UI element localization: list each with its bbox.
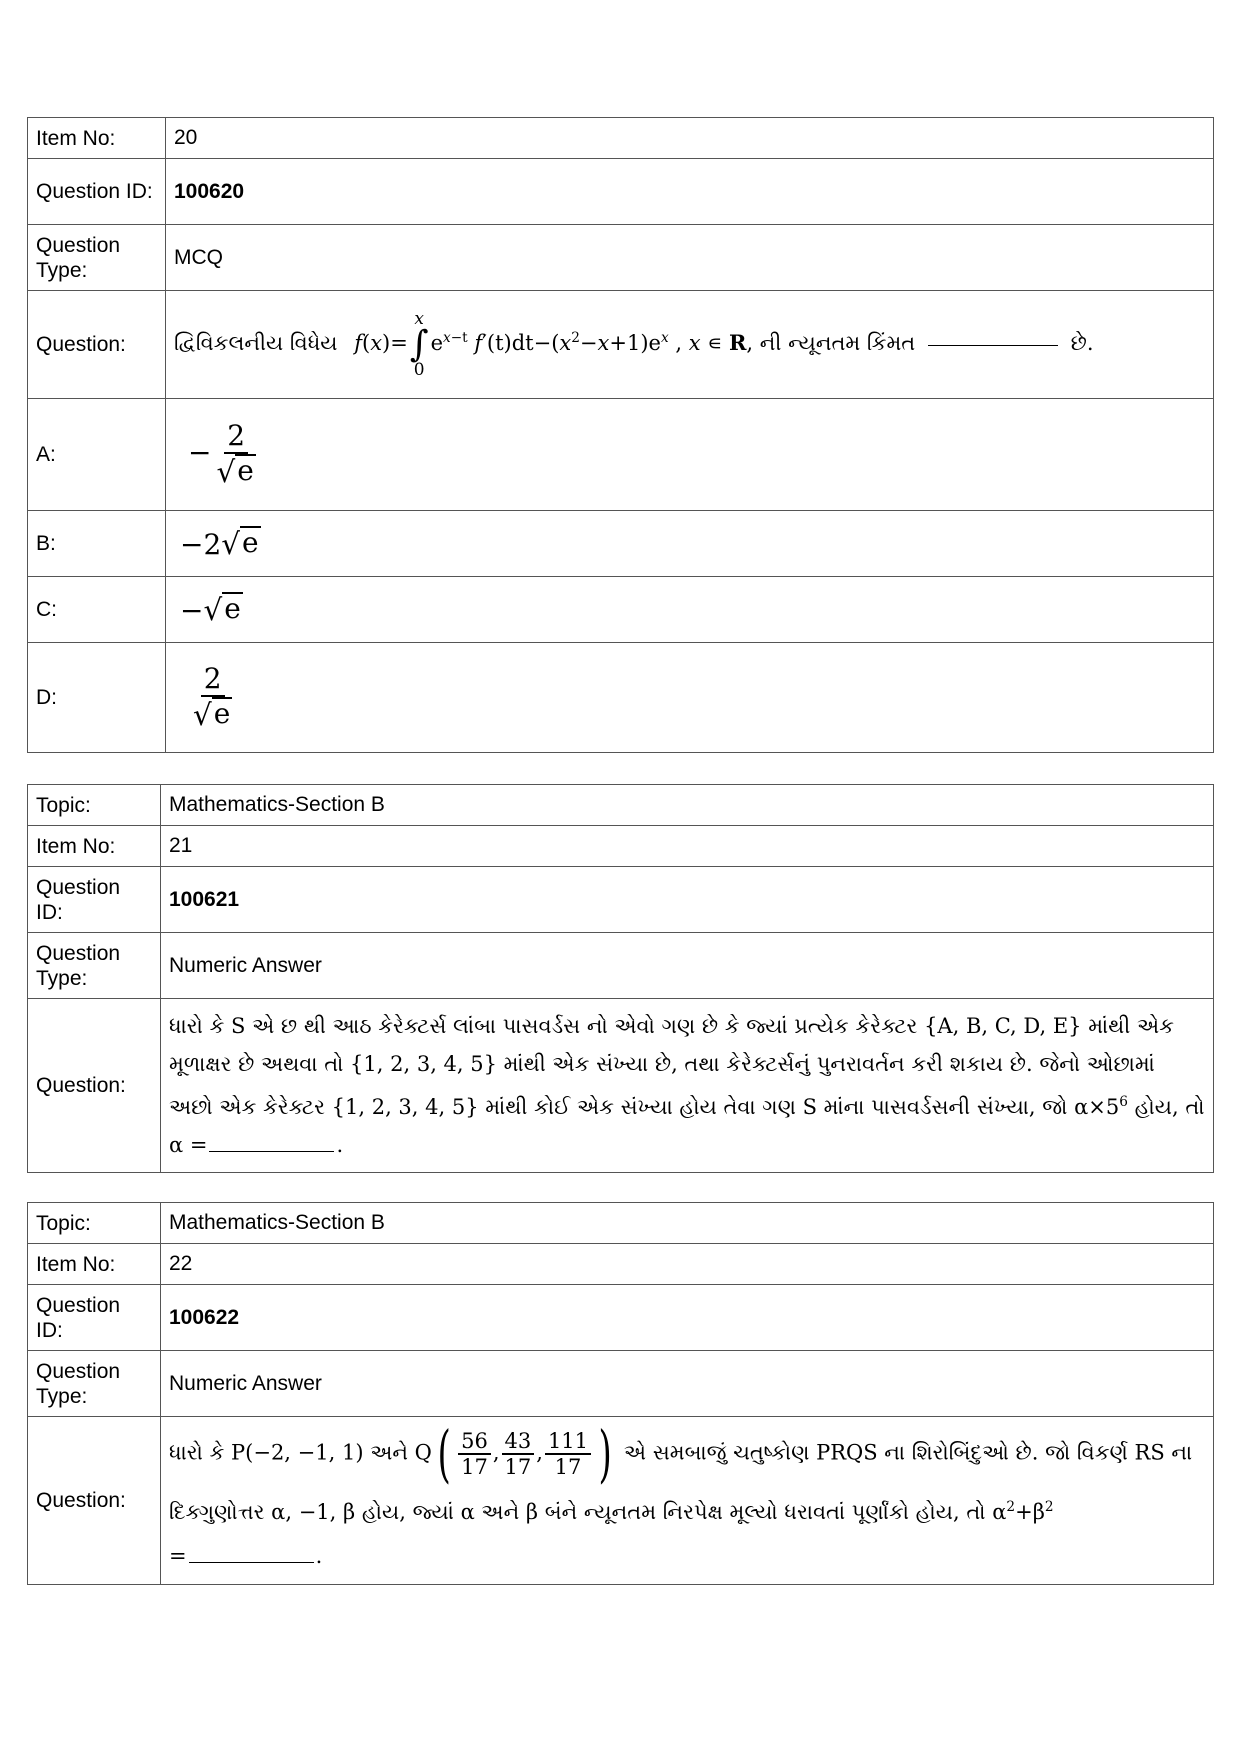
option-a-value: − 2 √ e — [166, 399, 1214, 511]
question-text-1: ધારો કે S એ છ થી આઠ કેરેક્ટર્સ લાંબા પાસવર્ડસ નો એવો ગણ છે કે જ્યાં પ્રત્યેક કેરેક્ટર {A, B, C, D, E} માંથી એક મૂળાક્ષર છે અથવા તો {1, 2, 3, 4, 5} માંથી એક સંખ્યા છે, તથા કેરેક્ટર્સનું પુનરાવર્તન કરી શકાય છે. જેનો ઓછામાં અછો એક કેરેક્ટર {1, 2, 3, 4, 5} માંથી કોઈ એક સંખ્યા હોય તેવા ગણ S માંના પાસવર્ડસની સંખ્યા, જો — [169, 1014, 1174, 1119]
question-text: ધારો કે P(−2, −1, 1) અને Q( $\frac{56}{17}$ , $\frac{43}{17}$ , $\frac{111}{17}$ ) એ સમબાજું ચતુષ્કોણ PRQS ના શિરોબિંદુઓ છે. જો વિકર્ણ RS ના દિક્ગુણોત્તર α, −1, β હોય, જ્યાં α અને β બંને ન્યૂનતમ નિરપેક્ષ મૂલ્યો ધરાવતાં પૂર્ણાંકો હોય, તો $\alpha^2+\beta^2$ = . — [161, 1417, 1214, 1585]
option-d-num: 2 — [201, 663, 225, 697]
option-b-root: e — [242, 526, 259, 560]
option-a-num: 2 — [224, 420, 248, 454]
item-no-label: Item No: — [28, 826, 161, 867]
question-type-value: Numeric Answer — [161, 933, 1214, 999]
question-text-1: ધારો કે P(−2, −1, 1) અને Q — [169, 1440, 432, 1465]
option-d-value: 2 √ e — [166, 643, 1214, 753]
option-c-coef: − — [180, 593, 204, 627]
question-label: Question: — [28, 291, 166, 399]
question-id-label: Question ID: — [28, 1285, 161, 1351]
question-type-label: Question Type: — [28, 225, 166, 291]
option-b-label: B: — [28, 511, 166, 577]
question-text-2: એ સમબાજું ચતુષ્કોણ PRQS ના શિરોબિંદુઓ છે. જો વિકર્ણ RS ના દિક્ગુણોત્તર α, −1, β હોય, જ્યાં α અને β બંને ન્યૂનતમ નિરપેક્ષ મૂલ્યો ધરાવતાં પૂર્ણાંકો હોય, તો — [169, 1440, 1193, 1524]
question-id-value: 100621 — [161, 867, 1214, 933]
answer-blank — [928, 344, 1058, 346]
option-c-value: − √ e — [166, 577, 1214, 643]
option-a-sign: − — [188, 435, 212, 469]
question-type-value: Numeric Answer — [161, 1351, 1214, 1417]
integral-symbol: x ∫ 0 — [409, 308, 429, 380]
fraction-y: $\frac{43}{17}$ — [502, 1429, 535, 1479]
option-b-coef: −2 — [180, 527, 222, 561]
question-id-value: 100620 — [166, 159, 1214, 225]
topic-value: Mathematics-Section B — [161, 1203, 1214, 1244]
question-text-2: હોય, તો — [1134, 1095, 1205, 1119]
item-no-label: Item No: — [28, 1244, 161, 1285]
item-no-label: Item No: — [28, 118, 166, 159]
question-text: ધારો કે S એ છ થી આઠ કેરેક્ટર્સ લાંબા પાસવર્ડસ નો એવો ગણ છે કે જ્યાં પ્રત્યેક કેરેક્ટર {A, B, C, D, E} માંથી એક મૂળાક્ષર છે અથવા તો {1, 2, 3, 4, 5} માંથી એક સંખ્યા છે, તથા કેરેક્ટર્સનું પુનરાવર્તન કરી શકાય છે. જેનો ઓછામાં અછો એક કેરેક્ટર {1, 2, 3, 4, 5} માંથી કોઈ એક સંખ્યા હોય તેવા ગણ S માંના પાસવર્ડસની સંખ્યા, જો $\alpha\times 5^6$ હોય, તો α = . — [161, 999, 1214, 1173]
option-c-label: C: — [28, 577, 166, 643]
question-id-label: Question ID: — [28, 159, 166, 225]
topic-value: Mathematics-Section B — [161, 785, 1214, 826]
question-label: Question: — [28, 1417, 161, 1585]
option-a-den: e — [237, 454, 254, 488]
question-22-table — [27, 1202, 1214, 1585]
topic-label: Topic: — [28, 1203, 161, 1244]
option-a-label: A: — [28, 399, 166, 511]
question-type-label: Question Type: — [28, 933, 161, 999]
item-no-value: 20 — [166, 118, 1214, 159]
answer-blank — [189, 1561, 314, 1563]
question-prefix: દ્વિવિકલનીય વિધેય — [174, 331, 338, 355]
option-d-label: D: — [28, 643, 166, 753]
fraction-z: $\frac{111}{17}$ — [545, 1429, 591, 1479]
question-type-value: MCQ — [166, 225, 1214, 291]
topic-label: Topic: — [28, 785, 161, 826]
item-no-value: 22 — [161, 1244, 1214, 1285]
question-end: છે. — [1070, 331, 1094, 355]
answer-blank — [209, 1150, 334, 1152]
question-type-label: Question Type: — [28, 1351, 161, 1417]
question-label: Question: — [28, 999, 161, 1173]
fraction-x: $\frac{56}{17}$ — [458, 1429, 491, 1479]
option-c-root: e — [224, 592, 241, 626]
option-d-den: e — [213, 697, 231, 731]
question-id-value: 100622 — [161, 1285, 1214, 1351]
item-no-value: 21 — [161, 826, 1214, 867]
question-text: દ્વિવિકલનીય વિધેય f(x)= x ∫ 0 $e^{x-t}$ $f'(t)dt-(x^2-x+1)e^x$ , x ∊ R, ની ન્યૂનતમ કિંમત છે. — [166, 291, 1214, 399]
question-21-table — [27, 784, 1214, 1173]
question-id-label: Question ID: — [28, 867, 161, 933]
question-suffix: ની ન્યૂનતમ કિંમત — [759, 331, 916, 355]
question-20-table — [27, 117, 1214, 753]
option-b-value: −2 √ e — [166, 511, 1214, 577]
